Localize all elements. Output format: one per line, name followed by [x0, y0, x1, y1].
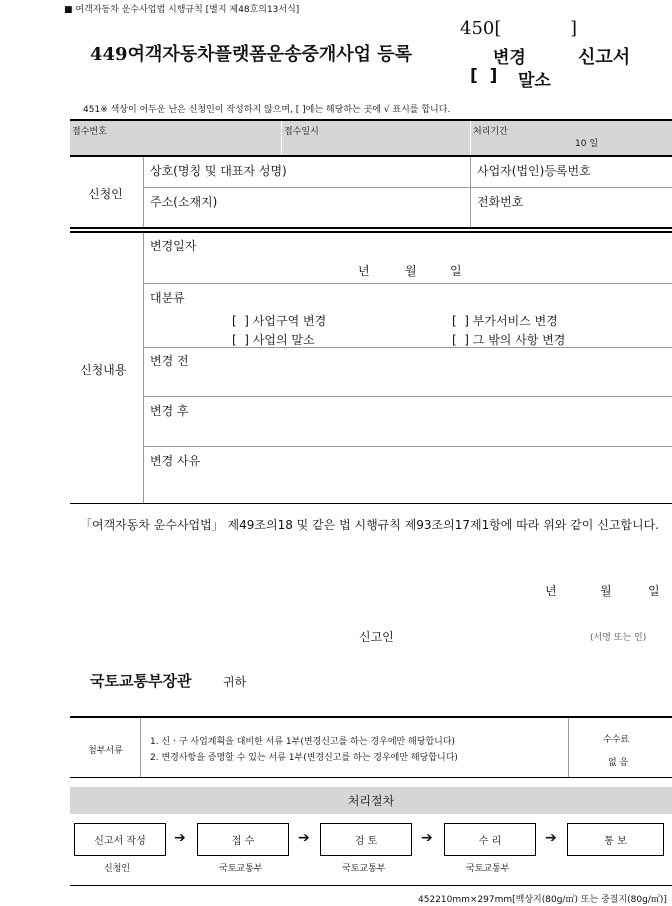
title-change-bracket-close: ] [570, 18, 578, 39]
signature-label: (서명 또는 인) [590, 633, 647, 643]
receipt-number-label: 접수번호 [72, 127, 107, 137]
processing-period-value: 10 일 [575, 139, 599, 149]
arrow-right-icon: ➔ [421, 830, 433, 846]
processing-period-label: 처리기간 [473, 127, 508, 137]
option-business-area-change[interactable]: [ ] 사업구역 변경 [232, 314, 327, 328]
change-date-month: 월 [405, 264, 417, 278]
fee-label: 수수료 [603, 735, 630, 745]
reporter-label: 신고인 [359, 630, 394, 644]
procedure-title: 처리절차 [70, 787, 672, 814]
step-actor-applicant: 신청인 [104, 864, 131, 874]
title-cancel: 말소 [518, 71, 551, 91]
step-actor-ministry: 국토교통부 [466, 864, 510, 874]
before-label: 변경 전 [150, 354, 189, 368]
paper-spec: 452210mm×297mm[백상지(80g/㎡) 또는 중질지(80g/㎡)] [418, 895, 667, 905]
after-label: 변경 후 [150, 404, 189, 418]
change-date-label: 변경일자 [150, 239, 197, 253]
applicant-phone-label: 전화번호 [477, 195, 524, 209]
step-notify: 통 보 [567, 823, 664, 856]
title-change-bracket: 450[ [460, 18, 502, 39]
arrow-right-icon: ➔ [174, 830, 186, 846]
fee-value: 없 음 [608, 758, 629, 768]
attachments-label: 첨부서류 [88, 746, 123, 756]
category-label: 대분류 [150, 291, 185, 305]
reason-label: 변경 사유 [150, 454, 201, 468]
declaration-year: 년 [545, 584, 557, 598]
step-review: 검 토 [320, 823, 412, 856]
notice: 451※ 색상이 어두운 난은 신청인이 작성하지 않으며, [ ]에는 해당하는 곳에 √ 표시를 합니다. [83, 105, 451, 115]
page-title [90, 40, 412, 66]
title-main: 여객자동차플랫폼운송중개사업 등록 [127, 44, 413, 65]
applicant-bizno-label: 사업자(법인)등록번호 [477, 164, 591, 178]
title-report: 신고서 [578, 47, 631, 68]
recipient-suffix: 귀하 [223, 675, 247, 689]
content-section-label: 신청내용 [80, 363, 127, 377]
option-other-change[interactable]: [ ] 그 밖의 사항 변경 [452, 333, 566, 347]
option-business-cancel[interactable]: [ ] 사업의 말소 [232, 333, 315, 347]
declaration-day: 일 [648, 584, 660, 598]
step-actor-ministry: 국토교통부 [342, 864, 386, 874]
declaration-text: 「여객자동차 운수사업법」 제49조의18 및 같은 법 시행규칙 제93조의17제1항에 따라 위와 같이 신고합니다. [80, 518, 659, 532]
receipt-date-label: 접수일시 [284, 127, 319, 137]
change-date-year: 년 [358, 264, 370, 278]
attachment-item-2: 2. 변경사항을 증명할 수 있는 서류 1부(변경신고를 하는 경우에만 해당합니다) [150, 753, 458, 763]
title-cancel-checkbox: [ ] [470, 66, 498, 86]
applicant-section-label: 신청인 [88, 187, 123, 201]
declaration-month: 월 [600, 584, 612, 598]
change-date-day: 일 [450, 264, 462, 278]
applicant-name-label: 상호(명칭 및 대표자 성명) [150, 164, 287, 178]
step-write-report: 신고서 작성 [74, 823, 166, 856]
step-actor-ministry: 국토교통부 [219, 864, 263, 874]
attachment-item-1: 1. 신ㆍ구 사업계획을 대비한 서류 1부(변경신고를 하는 경우에만 해당합니다) [150, 737, 456, 747]
form-reference: ■ 여객자동차 운수사업법 시행규칙 [별지 제48호의13서식] [64, 5, 300, 15]
arrow-right-icon: ➔ [545, 830, 557, 846]
title-prefix-number: 449 [90, 44, 128, 65]
step-accept: 수 리 [444, 823, 536, 856]
title-change: 변경 [493, 48, 526, 68]
recipient-name: 국토교통부장관 [90, 672, 192, 690]
title-change-number: 450 [460, 18, 495, 39]
option-additional-service-change[interactable]: [ ] 부가서비스 변경 [452, 314, 558, 328]
applicant-address-label: 주소(소재지) [150, 195, 218, 209]
arrow-right-icon: ➔ [298, 830, 310, 846]
step-receive: 접 수 [197, 823, 289, 856]
